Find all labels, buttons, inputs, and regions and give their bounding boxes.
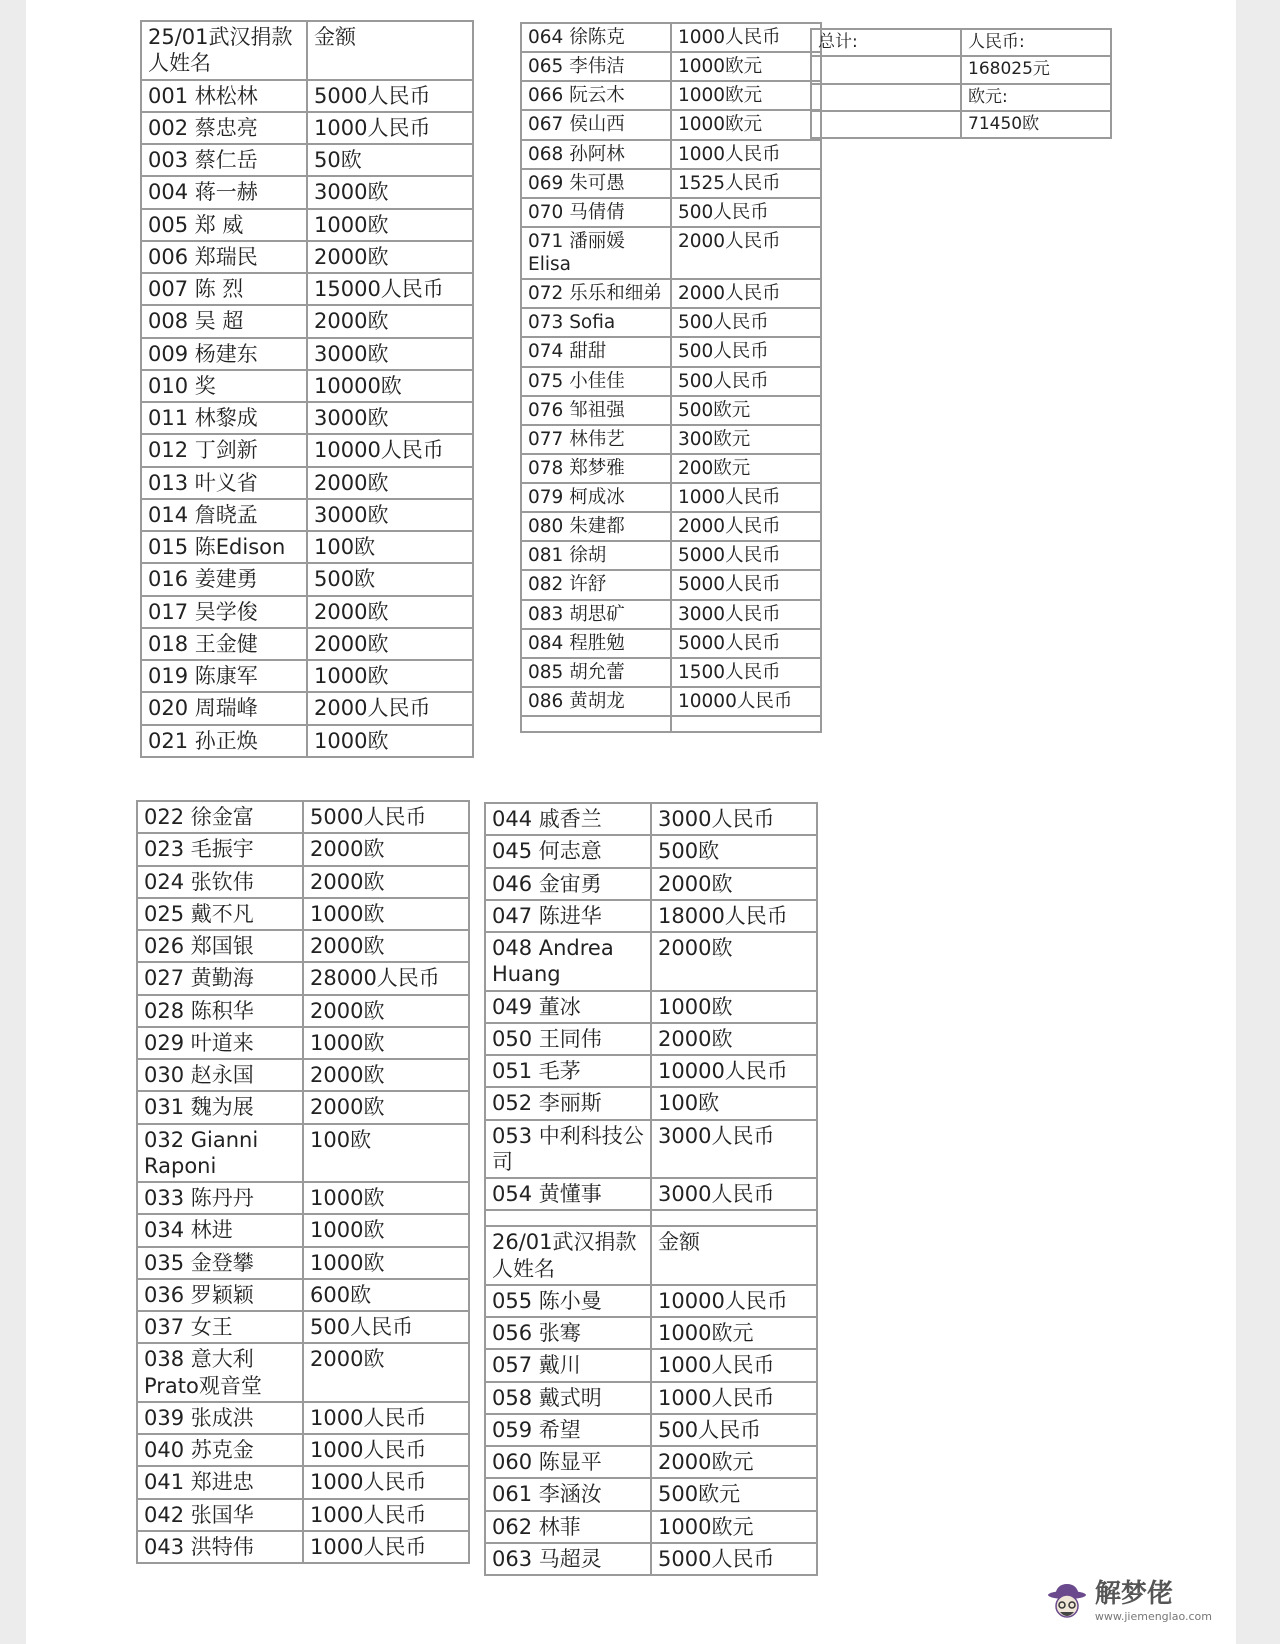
totals-table <box>810 28 1112 139</box>
donor-name-cell: 022 徐金富 <box>137 801 303 833</box>
donor-name-cell: 045 何志意 <box>485 835 651 867</box>
donor-name-cell: 002 蔡忠亮 <box>141 112 307 144</box>
donation-amount-cell: 300欧元 <box>671 425 821 454</box>
table-row <box>141 499 473 531</box>
donation-amount-cell: 15000人民币 <box>307 273 473 305</box>
donation-amount-cell: 1000欧元 <box>671 52 821 81</box>
table-row <box>521 425 821 454</box>
donation-amount-cell: 500人民币 <box>651 1414 817 1446</box>
donation-amount-cell: 3000欧 <box>307 176 473 208</box>
donor-name-cell: 064 徐陈克 <box>521 23 671 52</box>
donation-amount-cell: 1000人民币 <box>303 1531 469 1563</box>
donation-amount-cell: 200欧元 <box>671 454 821 483</box>
table-row <box>521 308 821 337</box>
donor-name-cell: 061 李涵汝 <box>485 1478 651 1510</box>
donation-amount-cell: 1000人民币 <box>671 483 821 512</box>
donor-name-cell: 069 朱可愚 <box>521 169 671 198</box>
table-row <box>141 563 473 595</box>
donation-table-2 <box>520 22 822 733</box>
donor-name-cell: 010 奖 <box>141 370 307 402</box>
donation-amount-cell: 1000欧 <box>303 898 469 930</box>
table-row <box>521 396 821 425</box>
donor-name-cell: 026 郑国银 <box>137 930 303 962</box>
totals-row-1 <box>811 29 1111 56</box>
donation-amount-cell: 10000欧 <box>307 370 473 402</box>
table-row <box>521 512 821 541</box>
table-row <box>485 991 817 1023</box>
donation-amount-cell: 1000人民币 <box>651 1382 817 1414</box>
table-row <box>141 531 473 563</box>
table-row <box>485 1087 817 1119</box>
table-row <box>485 1023 817 1055</box>
table-row <box>137 930 469 962</box>
donation-amount-cell: 1000人民币 <box>303 1434 469 1466</box>
donation-amount-cell: 1500人民币 <box>671 658 821 687</box>
donor-name-cell: 072 乐乐和细弟 <box>521 279 671 308</box>
donation-amount-cell: 10000人民币 <box>651 1055 817 1087</box>
donation-amount-cell: 1000欧 <box>307 209 473 241</box>
donation-amount-cell: 5000人民币 <box>651 1543 817 1575</box>
table-row <box>141 176 473 208</box>
donor-name-cell: 075 小佳佳 <box>521 367 671 396</box>
donor-name-cell: 083 胡思矿 <box>521 600 671 629</box>
donor-name-cell: 065 李伟洁 <box>521 52 671 81</box>
donor-name-cell: 059 希望 <box>485 1414 651 1446</box>
donor-name-cell: 004 蒋一赫 <box>141 176 307 208</box>
empty-cell <box>521 716 671 732</box>
donor-name-cell: 078 郑梦雅 <box>521 454 671 483</box>
table-row <box>141 80 473 112</box>
table-row <box>521 629 821 658</box>
header-name-cell: 25/01武汉捐款人姓名 <box>141 21 307 80</box>
donation-table-3 <box>136 800 470 1564</box>
donation-amount-cell: 5000人民币 <box>303 801 469 833</box>
donation-amount-cell: 1525人民币 <box>671 169 821 198</box>
table-row <box>141 725 473 757</box>
table-row <box>521 23 821 52</box>
donor-name-cell: 020 周瑞峰 <box>141 692 307 724</box>
donor-name-cell: 005 郑 威 <box>141 209 307 241</box>
totals-row-2 <box>811 56 1111 83</box>
table-row <box>485 868 817 900</box>
donation-amount-cell: 1000人民币 <box>671 140 821 169</box>
donation-amount-cell: 1000欧 <box>307 660 473 692</box>
empty-cell <box>651 1210 817 1226</box>
donor-name-cell: 031 魏为展 <box>137 1091 303 1123</box>
donor-name-cell: 055 陈小曼 <box>485 1285 651 1317</box>
donation-amount-cell: 2000人民币 <box>671 512 821 541</box>
donation-amount-cell: 10000人民币 <box>307 434 473 466</box>
donation-amount-cell: 500人民币 <box>671 337 821 366</box>
table-row <box>137 1124 469 1183</box>
donation-amount-cell: 5000人民币 <box>307 80 473 112</box>
table-row <box>485 1446 817 1478</box>
table-row <box>141 112 473 144</box>
table-row <box>141 434 473 466</box>
donor-name-cell: 058 戴式明 <box>485 1382 651 1414</box>
donor-name-cell: 032 Gianni Raponi <box>137 1124 303 1183</box>
table-header-row <box>485 1226 817 1285</box>
donation-amount-cell: 500欧元 <box>651 1478 817 1510</box>
donation-amount-cell: 3000人民币 <box>651 1178 817 1210</box>
donor-name-cell: 021 孙正焕 <box>141 725 307 757</box>
donor-name-cell: 084 程胜勉 <box>521 629 671 658</box>
donation-amount-cell: 1000欧元 <box>671 81 821 110</box>
donor-name-cell: 038 意大利Prato观音堂 <box>137 1343 303 1402</box>
donor-name-cell: 074 甜甜 <box>521 337 671 366</box>
donation-amount-cell: 1000人民币 <box>651 1349 817 1381</box>
donation-amount-cell: 500人民币 <box>671 198 821 227</box>
donation-amount-cell: 5000人民币 <box>671 629 821 658</box>
table-row <box>485 1055 817 1087</box>
table-row <box>137 1027 469 1059</box>
donation-amount-cell: 2000欧 <box>303 995 469 1027</box>
donor-name-cell: 001 林松林 <box>141 80 307 112</box>
table-row <box>137 1182 469 1214</box>
donation-amount-cell: 2000人民币 <box>671 227 821 279</box>
donor-name-cell: 060 陈显平 <box>485 1446 651 1478</box>
donation-amount-cell: 1000欧 <box>307 725 473 757</box>
donor-name-cell: 030 赵永国 <box>137 1059 303 1091</box>
donor-name-cell: 042 张国华 <box>137 1499 303 1531</box>
donor-name-cell: 046 金宙勇 <box>485 868 651 900</box>
donation-amount-cell: 1000欧元 <box>651 1317 817 1349</box>
donor-name-cell: 025 戴不凡 <box>137 898 303 930</box>
donation-amount-cell: 2000欧 <box>307 596 473 628</box>
donor-name-cell: 018 王金健 <box>141 628 307 660</box>
donation-amount-cell: 1000人民币 <box>303 1499 469 1531</box>
table-row <box>141 241 473 273</box>
donor-name-cell: 028 陈积华 <box>137 995 303 1027</box>
donation-amount-cell: 2000欧 <box>303 930 469 962</box>
donor-name-cell: 003 蔡仁岳 <box>141 144 307 176</box>
table-row <box>521 454 821 483</box>
donation-amount-cell: 1000人民币 <box>303 1402 469 1434</box>
table-row <box>485 1120 817 1179</box>
donor-name-cell: 044 戚香兰 <box>485 803 651 835</box>
donation-amount-cell: 10000人民币 <box>671 687 821 716</box>
donation-amount-cell: 2000欧 <box>307 628 473 660</box>
donor-name-cell: 047 陈进华 <box>485 900 651 932</box>
table-row <box>521 337 821 366</box>
table-row <box>137 995 469 1027</box>
table-row <box>137 1059 469 1091</box>
donation-amount-cell: 3000欧 <box>307 402 473 434</box>
table-row <box>521 483 821 512</box>
donor-name-cell: 066 阮云木 <box>521 81 671 110</box>
donation-amount-cell: 100欧 <box>651 1087 817 1119</box>
donor-name-cell: 019 陈康军 <box>141 660 307 692</box>
donor-name-cell: 036 罗颖颖 <box>137 1279 303 1311</box>
donor-name-cell: 033 陈丹丹 <box>137 1182 303 1214</box>
table-row <box>521 570 821 599</box>
donation-amount-cell: 2000欧 <box>651 932 817 991</box>
table-row <box>141 273 473 305</box>
donation-amount-cell: 5000人民币 <box>671 541 821 570</box>
eur-total-value: 71450欧 <box>961 111 1111 138</box>
donation-amount-cell: 1000欧 <box>303 1182 469 1214</box>
donor-name-cell: 077 林伟艺 <box>521 425 671 454</box>
table-row <box>137 1214 469 1246</box>
table-row <box>137 1279 469 1311</box>
table-row <box>137 1091 469 1123</box>
donor-name-cell: 006 郑瑞民 <box>141 241 307 273</box>
donor-name-cell: 008 吴 超 <box>141 305 307 337</box>
table-row <box>137 1499 469 1531</box>
donation-amount-cell: 2000欧 <box>307 467 473 499</box>
table-row <box>521 52 821 81</box>
donor-name-cell: 052 李丽斯 <box>485 1087 651 1119</box>
donor-name-cell: 080 朱建都 <box>521 512 671 541</box>
donor-name-cell: 071 潘丽媛Elisa <box>521 227 671 279</box>
donor-name-cell: 043 洪特伟 <box>137 1531 303 1563</box>
donation-amount-cell: 1000人民币 <box>307 112 473 144</box>
header-amount-cell: 金额 <box>651 1226 817 1285</box>
rmb-label: 人民币: <box>961 29 1111 56</box>
table-row <box>137 1531 469 1563</box>
table-row <box>521 658 821 687</box>
table-row <box>141 209 473 241</box>
table-row <box>137 1402 469 1434</box>
donation-amount-cell: 3000欧 <box>307 499 473 531</box>
rmb-total-value: 168025元 <box>961 56 1111 83</box>
donor-name-cell: 017 吴学俊 <box>141 596 307 628</box>
donation-amount-cell: 2000欧 <box>303 1091 469 1123</box>
donor-name-cell: 012 丁剑新 <box>141 434 307 466</box>
donor-name-cell: 009 杨建东 <box>141 338 307 370</box>
donation-amount-cell: 2000人民币 <box>307 692 473 724</box>
donor-name-cell: 057 戴川 <box>485 1349 651 1381</box>
donor-name-cell: 034 林进 <box>137 1214 303 1246</box>
donor-name-cell: 076 邹祖强 <box>521 396 671 425</box>
donation-amount-cell: 1000欧 <box>651 991 817 1023</box>
donation-amount-cell: 2000人民币 <box>671 279 821 308</box>
donor-name-cell: 014 詹晓孟 <box>141 499 307 531</box>
donor-name-cell: 013 叶义省 <box>141 467 307 499</box>
donation-amount-cell: 1000欧元 <box>651 1511 817 1543</box>
empty-cell <box>811 56 961 83</box>
table-row <box>485 1349 817 1381</box>
donor-name-cell: 070 马倩倩 <box>521 198 671 227</box>
table-row <box>485 1478 817 1510</box>
table-header-row <box>141 21 473 80</box>
donation-amount-cell: 28000人民币 <box>303 962 469 994</box>
empty-cell <box>671 716 821 732</box>
watermark-url: www.jiemenglao.com <box>1094 1610 1212 1623</box>
table-row <box>521 227 821 279</box>
donor-name-cell: 079 柯成冰 <box>521 483 671 512</box>
donation-amount-cell: 100欧 <box>303 1124 469 1183</box>
table-row <box>137 1247 469 1279</box>
totals-label: 总计: <box>811 29 961 56</box>
donation-amount-cell: 500人民币 <box>303 1311 469 1343</box>
donor-name-cell: 016 姜建勇 <box>141 563 307 595</box>
table-row <box>521 367 821 396</box>
table-row <box>137 962 469 994</box>
donation-amount-cell: 3000人民币 <box>671 600 821 629</box>
table-row <box>521 110 821 139</box>
table-row <box>521 541 821 570</box>
donor-name-cell: 068 孙阿林 <box>521 140 671 169</box>
donation-table-1 <box>140 20 474 758</box>
table-row <box>485 803 817 835</box>
table-row <box>137 1311 469 1343</box>
donor-name-cell: 039 张成洪 <box>137 1402 303 1434</box>
donation-amount-cell: 2000欧元 <box>651 1446 817 1478</box>
donation-amount-cell: 2000欧 <box>651 1023 817 1055</box>
table-row <box>141 692 473 724</box>
donor-name-cell: 007 陈 烈 <box>141 273 307 305</box>
donor-name-cell: 081 徐胡 <box>521 541 671 570</box>
donor-name-cell: 048 Andrea Huang <box>485 932 651 991</box>
donation-amount-cell: 2000欧 <box>303 1059 469 1091</box>
donor-name-cell: 024 张钦伟 <box>137 866 303 898</box>
donation-amount-cell: 500欧 <box>307 563 473 595</box>
donation-amount-cell: 3000欧 <box>307 338 473 370</box>
table-row <box>137 1434 469 1466</box>
eur-label: 欧元: <box>961 84 1111 111</box>
blank-row <box>485 1210 817 1226</box>
donation-amount-cell: 2000欧 <box>303 866 469 898</box>
blank-row <box>521 716 821 732</box>
totals-row-3 <box>811 84 1111 111</box>
document-page <box>26 0 1236 1644</box>
donation-amount-cell: 500欧 <box>651 835 817 867</box>
table-row <box>137 866 469 898</box>
table-row <box>137 801 469 833</box>
empty-cell <box>485 1210 651 1226</box>
donation-amount-cell: 2000欧 <box>651 868 817 900</box>
table-row <box>141 370 473 402</box>
donor-name-cell: 029 叶道来 <box>137 1027 303 1059</box>
donor-name-cell: 063 马超灵 <box>485 1543 651 1575</box>
donor-name-cell: 050 王同伟 <box>485 1023 651 1055</box>
donation-amount-cell: 500人民币 <box>671 308 821 337</box>
table-row <box>141 305 473 337</box>
donation-table-4 <box>484 802 818 1576</box>
table-row <box>521 198 821 227</box>
table-row <box>485 1543 817 1575</box>
donation-amount-cell: 500人民币 <box>671 367 821 396</box>
donation-amount-cell: 1000欧 <box>303 1027 469 1059</box>
table-row <box>521 169 821 198</box>
donor-name-cell: 023 毛振宇 <box>137 833 303 865</box>
donor-name-cell: 040 苏克金 <box>137 1434 303 1466</box>
table-row <box>485 835 817 867</box>
donation-amount-cell: 2000欧 <box>303 1343 469 1402</box>
table-row <box>485 1511 817 1543</box>
donation-amount-cell: 3000人民币 <box>651 803 817 835</box>
table-row <box>485 1317 817 1349</box>
donation-amount-cell: 3000人民币 <box>651 1120 817 1179</box>
table-row <box>141 596 473 628</box>
donor-name-cell: 041 郑进忠 <box>137 1466 303 1498</box>
donation-amount-cell: 500欧元 <box>671 396 821 425</box>
donation-amount-cell: 100欧 <box>307 531 473 563</box>
table-row <box>141 467 473 499</box>
donor-name-cell: 085 胡允蕾 <box>521 658 671 687</box>
donor-name-cell: 051 毛茅 <box>485 1055 651 1087</box>
table-row <box>141 338 473 370</box>
donation-amount-cell: 600欧 <box>303 1279 469 1311</box>
donation-amount-cell: 1000人民币 <box>671 23 821 52</box>
donor-name-cell: 053 中利科技公司 <box>485 1120 651 1179</box>
donor-name-cell: 062 林菲 <box>485 1511 651 1543</box>
table-row <box>141 402 473 434</box>
table-row <box>485 932 817 991</box>
table-row <box>521 687 821 716</box>
donation-amount-cell: 2000欧 <box>307 305 473 337</box>
donor-name-cell: 073 Sofia <box>521 308 671 337</box>
watermark-title: 解梦佬 <box>1094 1579 1173 1609</box>
totals-row-4 <box>811 111 1111 138</box>
table-row <box>485 1414 817 1446</box>
donation-amount-cell: 2000欧 <box>307 241 473 273</box>
donation-amount-cell: 2000欧 <box>303 833 469 865</box>
table-row <box>521 81 821 110</box>
table-row <box>137 833 469 865</box>
donation-amount-cell: 18000人民币 <box>651 900 817 932</box>
donation-amount-cell: 1000欧 <box>303 1214 469 1246</box>
donation-amount-cell: 10000人民币 <box>651 1285 817 1317</box>
table-row <box>485 900 817 932</box>
site-watermark <box>1045 1580 1212 1624</box>
donor-name-cell: 067 侯山西 <box>521 110 671 139</box>
table-row <box>141 144 473 176</box>
header-name-cell: 26/01武汉捐款人姓名 <box>485 1226 651 1285</box>
donor-name-cell: 015 陈Edison <box>141 531 307 563</box>
donor-name-cell: 054 黄懂事 <box>485 1178 651 1210</box>
table-row <box>521 600 821 629</box>
table-row <box>141 628 473 660</box>
detective-face-icon <box>1045 1580 1089 1624</box>
donor-name-cell: 082 许舒 <box>521 570 671 599</box>
table-row <box>137 1343 469 1402</box>
table-row <box>141 660 473 692</box>
donation-amount-cell: 1000欧元 <box>671 110 821 139</box>
donor-name-cell: 086 黄胡龙 <box>521 687 671 716</box>
donation-amount-cell: 5000人民币 <box>671 570 821 599</box>
table-row <box>521 279 821 308</box>
table-row <box>137 898 469 930</box>
donor-name-cell: 035 金登攀 <box>137 1247 303 1279</box>
empty-cell <box>811 84 961 111</box>
donor-name-cell: 027 黄勤海 <box>137 962 303 994</box>
table-row <box>521 140 821 169</box>
donation-amount-cell: 1000欧 <box>303 1247 469 1279</box>
donor-name-cell: 037 女王 <box>137 1311 303 1343</box>
donor-name-cell: 011 林黎成 <box>141 402 307 434</box>
donor-name-cell: 049 董冰 <box>485 991 651 1023</box>
header-amount-cell: 金额 <box>307 21 473 80</box>
table-row <box>137 1466 469 1498</box>
table-row <box>485 1178 817 1210</box>
donation-amount-cell: 50欧 <box>307 144 473 176</box>
donation-amount-cell: 1000人民币 <box>303 1466 469 1498</box>
table-row <box>485 1382 817 1414</box>
table-row <box>485 1285 817 1317</box>
empty-cell <box>811 111 961 138</box>
donor-name-cell: 056 张骞 <box>485 1317 651 1349</box>
